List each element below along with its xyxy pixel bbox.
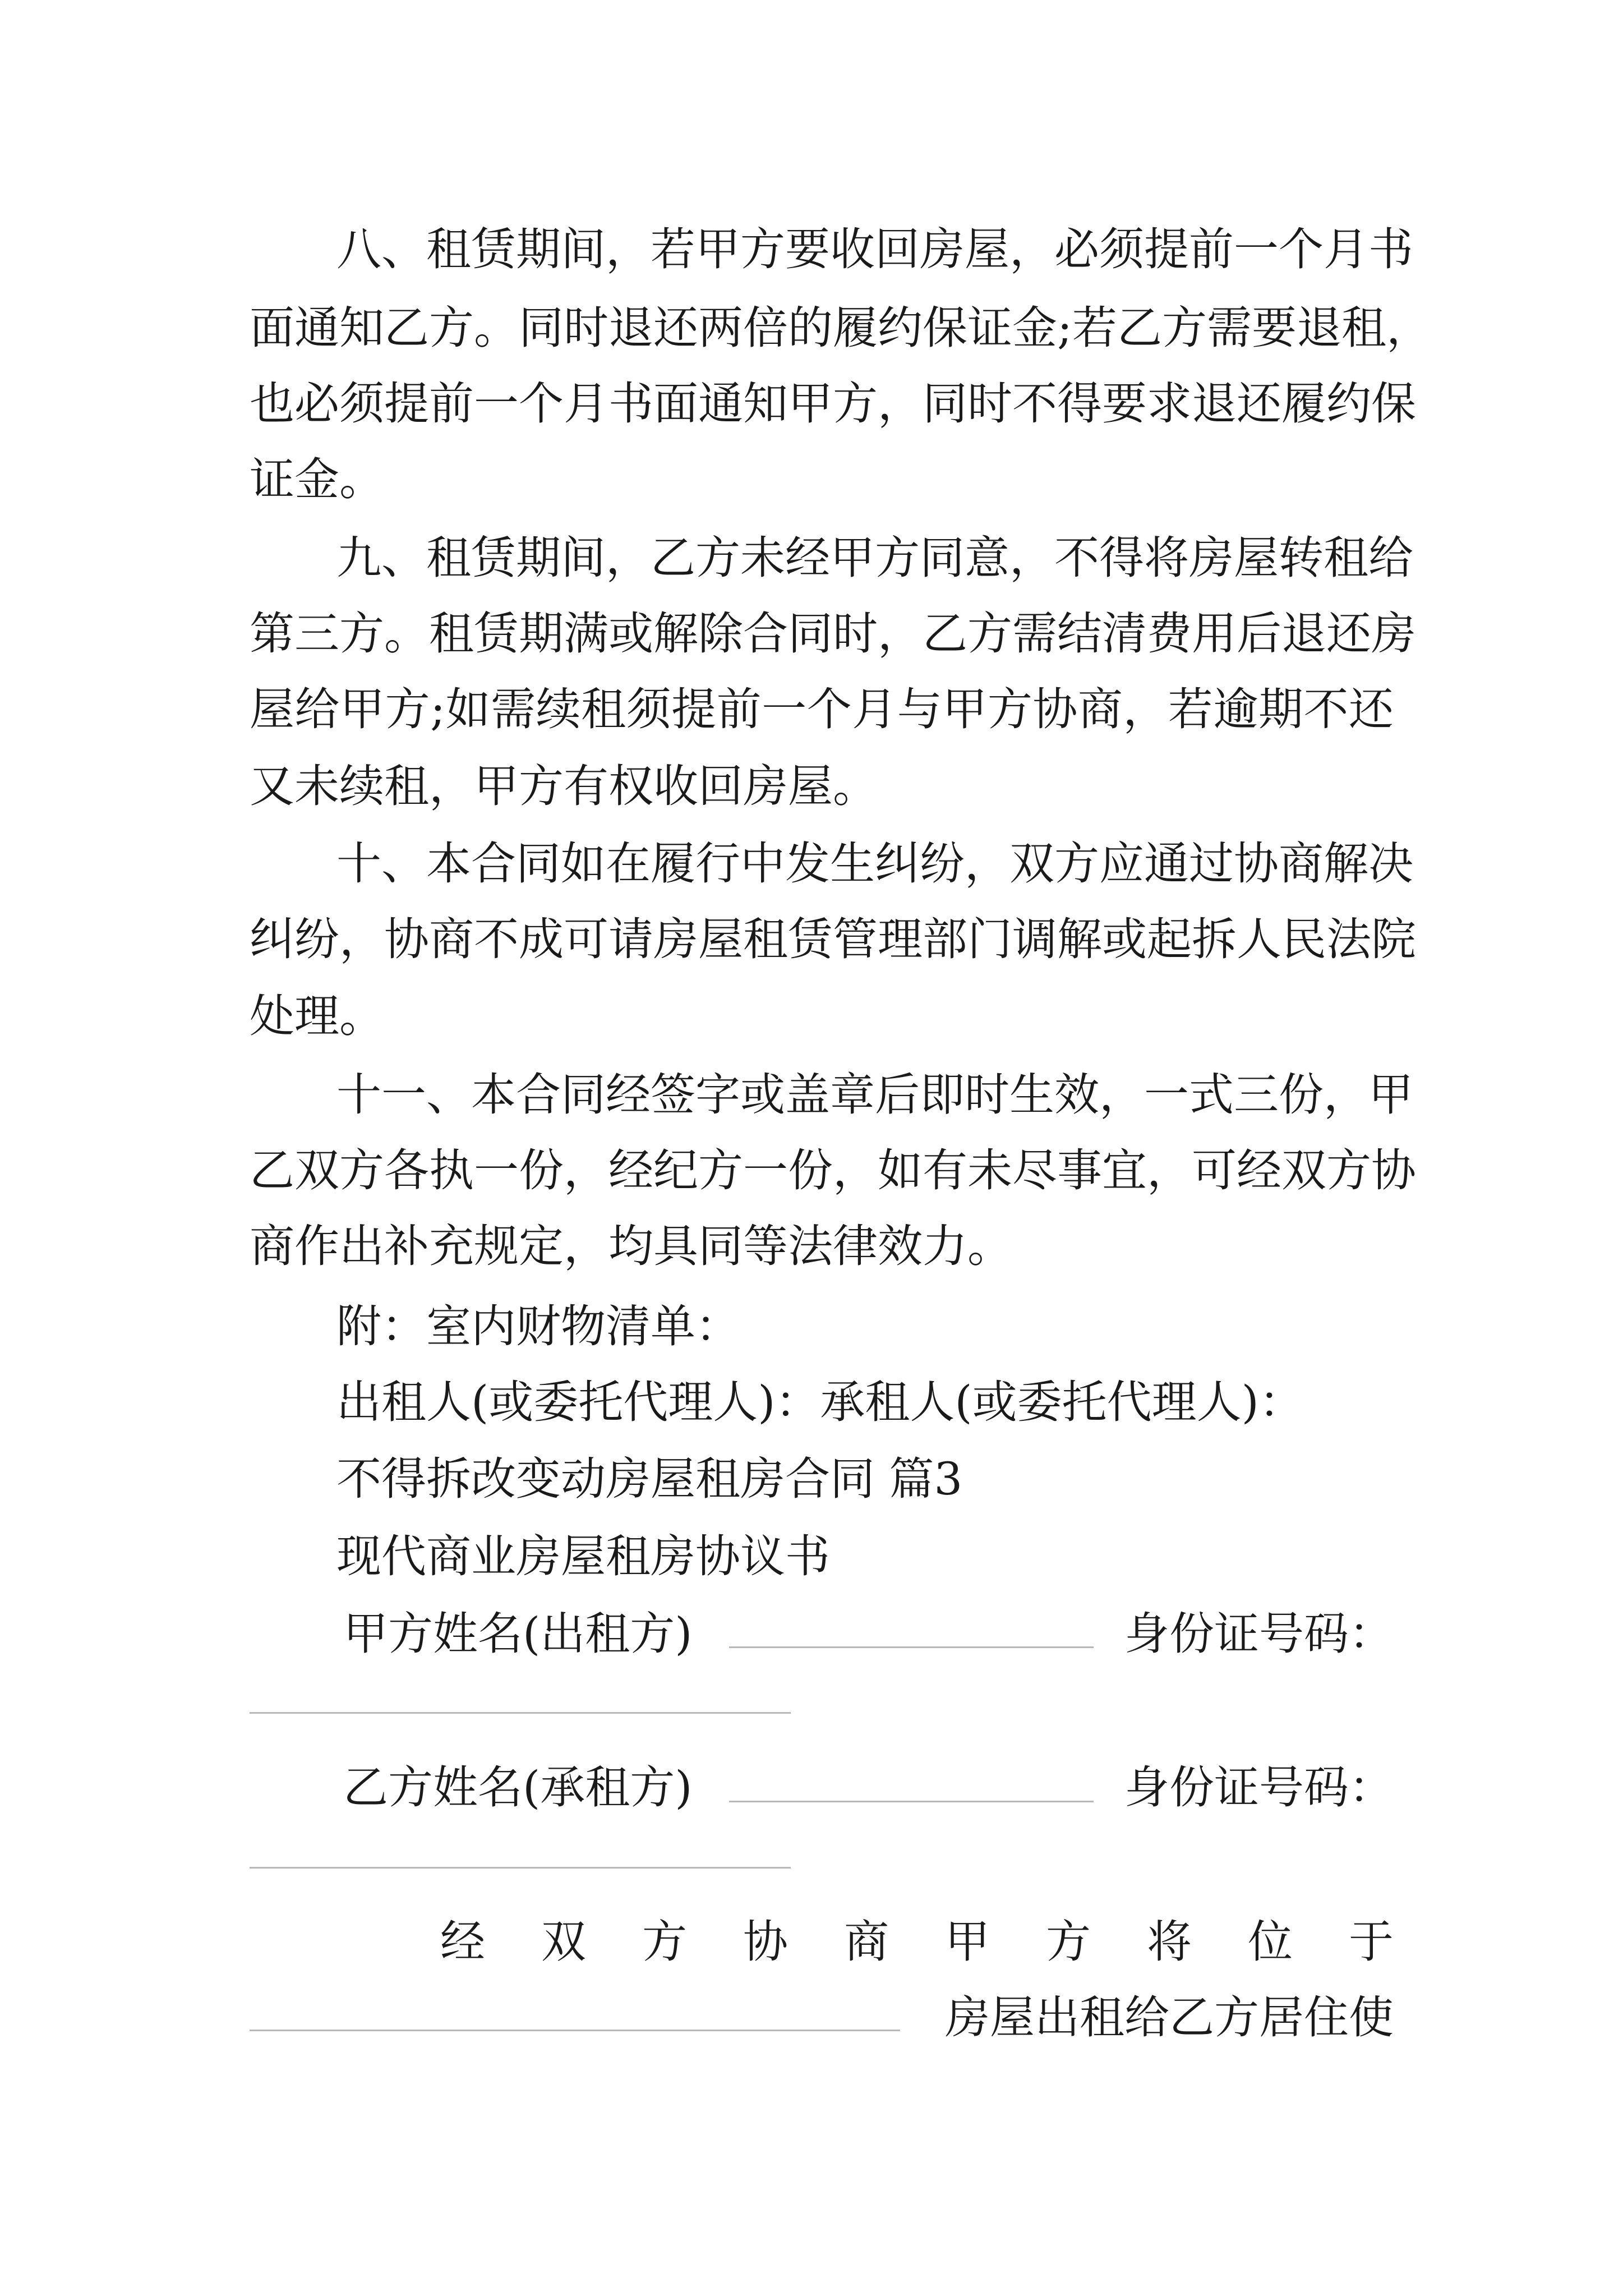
party-a-id-label: 身份证号码： (1124, 1608, 1394, 1660)
paragraph-8-line-3: 也必须提前一个月书面通知甲方，同时不得要求退还履约保 (250, 378, 1416, 430)
clause-continuation: 房屋出租给乙方居住使 (945, 1991, 1394, 2044)
paragraph-8-line-4: 证金。 (250, 453, 384, 505)
paragraph-11-line-1: 十一、本合同经签字或盖章后即时生效，一式三份，甲 (336, 1069, 1413, 1121)
paragraph-9-line-2: 第三方。租赁期满或解除合同时，乙方需结清费用后退还房 (250, 608, 1416, 660)
paragraph-9-line-1: 九、租赁期间，乙方未经甲方同意，不得将房屋转租给 (336, 532, 1413, 584)
property-location-blank (250, 2030, 900, 2031)
party-b-id-blank (250, 1867, 791, 1869)
party-a-label: 甲方姓名(出租方) (343, 1608, 693, 1660)
party-b-id-label: 身份证号码： (1124, 1761, 1394, 1814)
agreement-title: 现代商业房屋租房协议书 (336, 1530, 830, 1582)
signature-line: 出租人(或委托代理人)：承租人(或委托代理人)： (336, 1376, 1304, 1428)
paragraph-9-line-3: 屋给甲方;如需续租须提前一个月与甲方协商，若逾期不还 (250, 683, 1394, 735)
paragraph-8-line-1: 八、租赁期间，若甲方要收回房屋，必须提前一个月书 (336, 223, 1413, 275)
clause-intro: 经双方协商甲方将位于 (440, 1916, 1394, 1968)
paragraph-9-line-4: 又未续租，甲方有权收回房屋。 (250, 760, 878, 812)
paragraph-11-line-2: 乙双方各执一份，经纪方一份，如有未尽事宜，可经双方协 (250, 1144, 1416, 1197)
party-b-name-blank (729, 1801, 1094, 1802)
paragraph-10-line-3: 处理。 (250, 990, 384, 1042)
paragraph-8-line-2: 面通知乙方。同时退还两倍的履约保证金;若乙方需要退租， (250, 302, 1431, 354)
paragraph-10-line-1: 十、本合同如在履行中发生纠纷，双方应通过协商解决 (336, 838, 1413, 890)
party-b-label: 乙方姓名(承租方) (343, 1761, 693, 1814)
party-a-name-blank (729, 1646, 1094, 1648)
section-heading: 不得拆改变动房屋租房合同 篇3 (336, 1453, 963, 1505)
paragraph-11-line-3: 商作出补充规定，均具同等法律效力。 (250, 1220, 1012, 1272)
party-a-id-blank (250, 1712, 791, 1714)
paragraph-10-line-2: 纠纷，协商不成可请房屋租赁管理部门调解或起拆人民法院 (250, 913, 1416, 965)
attachment-line: 附：室内财物清单： (336, 1300, 740, 1352)
